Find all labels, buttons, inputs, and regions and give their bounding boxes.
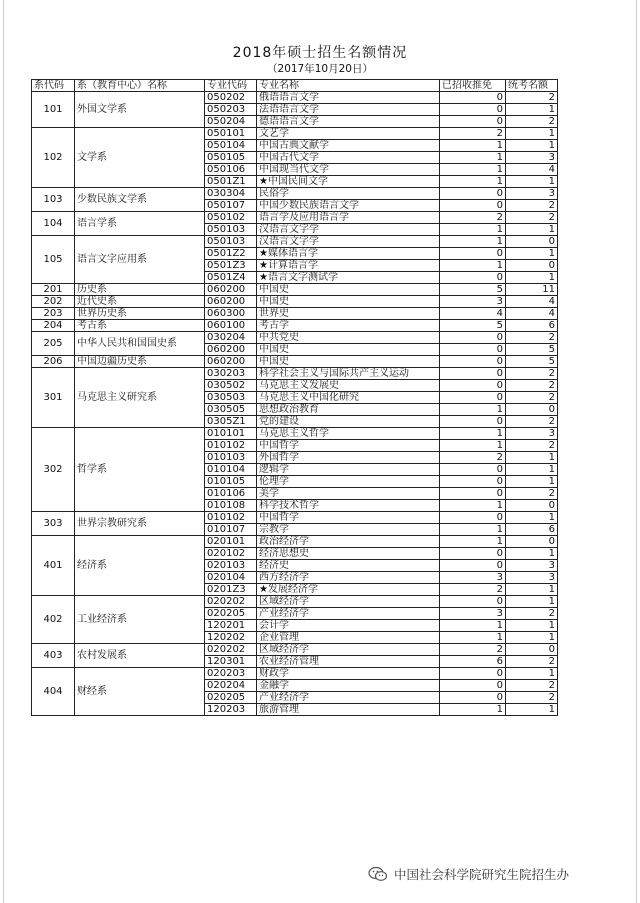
major-code-cell: 050101 [205,128,257,140]
recommended-cell: 0 [440,476,506,488]
recommended-cell: 0 [440,488,506,500]
major-code-cell: 120202 [205,632,257,644]
recommended-cell: 0 [440,332,506,344]
exam-quota-cell: 2 [506,116,558,128]
dept-code-cell: 103 [32,188,75,212]
recommended-cell: 1 [440,704,506,716]
major-code-cell: 020205 [205,692,257,704]
exam-quota-cell: 3 [506,560,558,572]
major-name-cell: 企业管理 [257,632,440,644]
recommended-cell: 1 [440,164,506,176]
footer-text: 中国社会科学院研究生院招生办 [394,867,570,882]
table-row [32,668,558,680]
major-code-cell: 0501Z2 [205,248,257,260]
exam-quota-cell: 2 [506,440,558,452]
frame-left-border [3,0,4,903]
major-name-cell: 西方经济学 [257,572,440,584]
major-code-cell: 020205 [205,608,257,620]
recommended-cell: 0 [440,668,506,680]
dept-name-cell: 工业经济系 [75,596,205,644]
major-code-cell: 050202 [205,92,257,104]
recommended-cell: 0 [440,248,506,260]
major-name-cell: 科学社会主义与国际共产主义运动 [257,368,440,380]
recommended-cell: 0 [440,512,506,524]
recommended-cell: 0 [440,416,506,428]
recommended-cell: 0 [440,92,506,104]
table-row [32,236,558,248]
major-code-cell: 010107 [205,524,257,536]
major-code-cell: 060200 [205,356,257,368]
dept-code-cell: 301 [32,368,75,428]
major-code-cell: 0305Z1 [205,416,257,428]
major-name-cell: 外国哲学 [257,452,440,464]
major-name-cell: 中共党史 [257,332,440,344]
major-name-cell: 逻辑学 [257,464,440,476]
major-code-cell: 020203 [205,668,257,680]
header-recommended: 已招收推免 [440,80,506,92]
table-body [32,92,558,716]
major-code-cell: 120201 [205,620,257,632]
recommended-cell: 0 [440,548,506,560]
dept-code-cell: 206 [32,356,75,368]
exam-quota-cell: 3 [506,188,558,200]
exam-quota-cell: 0 [506,536,558,548]
major-name-cell: 会计学 [257,620,440,632]
dept-code-cell: 303 [32,512,75,536]
major-name-cell: 金融学 [257,680,440,692]
exam-quota-cell: 4 [506,296,558,308]
major-code-cell: 060100 [205,320,257,332]
exam-quota-cell: 1 [506,632,558,644]
exam-quota-cell: 1 [506,272,558,284]
recommended-cell: 1 [440,404,506,416]
dept-name-cell: 中华人民共和国国史系 [75,332,205,356]
major-name-cell: 经济思想史 [257,548,440,560]
recommended-cell: 0 [440,200,506,212]
recommended-cell: 0 [440,680,506,692]
major-name-cell: 中国史 [257,284,440,296]
recommended-cell: 1 [440,620,506,632]
recommended-cell: 0 [440,344,506,356]
major-name-cell: 经济史 [257,560,440,572]
recommended-cell: 0 [440,104,506,116]
header-dept-code: 系代码 [32,80,75,92]
exam-quota-cell: 1 [506,512,558,524]
table-header-row [32,80,558,92]
dept-name-cell: 经济系 [75,536,205,596]
recommended-cell: 0 [440,692,506,704]
dept-code-cell: 302 [32,428,75,512]
major-name-cell: 马克思主义哲学 [257,428,440,440]
table-row [32,428,558,440]
major-name-cell: 财政学 [257,668,440,680]
major-code-cell: 020202 [205,644,257,656]
major-code-cell: 010108 [205,500,257,512]
major-name-cell: 中国史 [257,296,440,308]
major-code-cell: 120203 [205,704,257,716]
major-code-cell: 0501Z3 [205,260,257,272]
major-code-cell: 0201Z3 [205,584,257,596]
dept-code-cell: 102 [32,128,75,188]
major-code-cell: 060200 [205,284,257,296]
major-code-cell: 050103 [205,236,257,248]
dept-name-cell: 语言学系 [75,212,205,236]
major-code-cell: 020202 [205,596,257,608]
dept-code-cell: 403 [32,644,75,668]
dept-name-cell: 历史系 [75,284,205,296]
exam-quota-cell: 1 [506,584,558,596]
dept-code-cell: 402 [32,596,75,644]
major-name-cell: 中国哲学 [257,512,440,524]
dept-name-cell: 中国边疆历史系 [75,356,205,368]
table-row [32,596,558,608]
recommended-cell: 6 [440,656,506,668]
dept-code-cell: 105 [32,236,75,284]
major-name-cell: 马克思主义中国化研究 [257,392,440,404]
major-name-cell: 法语语言文学 [257,104,440,116]
exam-quota-cell: 1 [506,140,558,152]
major-name-cell: 中国史 [257,344,440,356]
page-subtitle: （2017年10月20日） [267,63,373,75]
recommended-cell: 1 [440,152,506,164]
recommended-cell: 2 [440,584,506,596]
exam-quota-cell: 1 [506,104,558,116]
major-code-cell: 030304 [205,188,257,200]
exam-quota-cell: 1 [506,176,558,188]
dept-code-cell: 104 [32,212,75,236]
recommended-cell: 0 [440,560,506,572]
table-row [32,512,558,524]
major-code-cell: 050106 [205,164,257,176]
table-row [32,296,558,308]
major-name-cell: 旅游管理 [257,704,440,716]
recommended-cell: 0 [440,188,506,200]
exam-quota-cell: 5 [506,356,558,368]
dept-name-cell: 世界历史系 [75,308,205,320]
exam-quota-cell: 1 [506,668,558,680]
table-row [32,368,558,380]
dept-name-cell: 近代史系 [75,296,205,308]
exam-quota-cell: 0 [506,500,558,512]
recommended-cell: 5 [440,284,506,296]
major-name-cell: 世界史 [257,308,440,320]
recommended-cell: 3 [440,608,506,620]
major-name-cell: 马克思主义发展史 [257,380,440,392]
table-row [32,212,558,224]
recommended-cell: 2 [440,212,506,224]
major-code-cell: 030204 [205,332,257,344]
exam-quota-cell: 2 [506,692,558,704]
recommended-cell: 2 [440,452,506,464]
page-title: 2018年硕士招生名额情况 [232,45,408,61]
major-code-cell: 050102 [205,212,257,224]
major-code-cell: 050203 [205,104,257,116]
major-code-cell: 020103 [205,560,257,572]
recommended-cell: 1 [440,440,506,452]
dept-code-cell: 203 [32,308,75,320]
recommended-cell: 4 [440,308,506,320]
table-row [32,188,558,200]
dept-name-cell: 农村发展系 [75,644,205,668]
exam-quota-cell: 0 [506,404,558,416]
exam-quota-cell: 2 [506,200,558,212]
table-row [32,92,558,104]
recommended-cell: 3 [440,572,506,584]
major-code-cell: 010102 [205,440,257,452]
recommended-cell: 1 [440,140,506,152]
exam-quota-cell: 3 [506,572,558,584]
major-name-cell: 中国哲学 [257,440,440,452]
exam-quota-cell: 0 [506,644,558,656]
header-exam-quota: 统考名额 [506,80,558,92]
dept-name-cell: 外国文学系 [75,92,205,128]
dept-name-cell: 世界宗教研究系 [75,512,205,536]
major-code-cell: 050103 [205,224,257,236]
major-name-cell: 宗教学 [257,524,440,536]
major-name-cell: ★语言文字测试学 [257,272,440,284]
recommended-cell: 3 [440,296,506,308]
header-major-code: 专业代码 [205,80,257,92]
major-name-cell: 产业经济学 [257,692,440,704]
major-code-cell: 020204 [205,680,257,692]
recommended-cell: 0 [440,116,506,128]
exam-quota-cell: 2 [506,416,558,428]
exam-quota-cell: 1 [506,620,558,632]
exam-quota-cell: 4 [506,164,558,176]
major-code-cell: 050105 [205,152,257,164]
table-row [32,320,558,332]
recommended-cell: 0 [440,368,506,380]
major-code-cell: 030503 [205,392,257,404]
major-code-cell: 030502 [205,380,257,392]
major-name-cell: 党的建设 [257,416,440,428]
major-code-cell: 050107 [205,200,257,212]
header-major-name: 专业名称 [257,80,440,92]
recommended-cell: 1 [440,176,506,188]
major-name-cell: 美学 [257,488,440,500]
major-name-cell: 中国现当代文学 [257,164,440,176]
recommended-cell: 1 [440,524,506,536]
exam-quota-cell: 5 [506,344,558,356]
major-name-cell: 文艺学 [257,128,440,140]
recommended-cell: 0 [440,356,506,368]
exam-quota-cell: 1 [506,224,558,236]
exam-quota-cell: 2 [506,368,558,380]
table-row [32,284,558,296]
major-name-cell: 中国古典文献学 [257,140,440,152]
major-code-cell: 120301 [205,656,257,668]
exam-quota-cell: 1 [506,248,558,260]
recommended-cell: 0 [440,596,506,608]
major-name-cell: 考古学 [257,320,440,332]
exam-quota-cell: 2 [506,92,558,104]
dept-name-cell: 少数民族文学系 [75,188,205,212]
recommended-cell: 1 [440,260,506,272]
recommended-cell: 1 [440,632,506,644]
exam-quota-cell: 3 [506,152,558,164]
major-name-cell: ★计算语言学 [257,260,440,272]
dept-code-cell: 201 [32,284,75,296]
major-code-cell: 0501Z1 [205,176,257,188]
quota-table [31,79,558,716]
major-name-cell: 民俗学 [257,188,440,200]
recommended-cell: 0 [440,380,506,392]
frame-right-border [636,0,637,903]
header-dept-name: 系（教育中心）名称 [75,80,205,92]
dept-name-cell: 哲学系 [75,428,205,512]
recommended-cell: 0 [440,272,506,284]
exam-quota-cell: 4 [506,308,558,320]
table-row [32,356,558,368]
exam-quota-cell: 2 [506,680,558,692]
major-name-cell: 汉语言文字学 [257,236,440,248]
dept-code-cell: 404 [32,668,75,716]
major-code-cell: 060200 [205,296,257,308]
major-name-cell: ★媒体语言学 [257,248,440,260]
dept-code-cell: 204 [32,320,75,332]
major-code-cell: 020102 [205,548,257,560]
recommended-cell: 1 [440,500,506,512]
recommended-cell: 5 [440,320,506,332]
exam-quota-cell: 2 [506,392,558,404]
major-name-cell: ★发展经济学 [257,584,440,596]
major-name-cell: 语言学及应用语言学 [257,212,440,224]
major-name-cell: 德语语言文学 [257,116,440,128]
dept-code-cell: 101 [32,92,75,128]
exam-quota-cell: 1 [506,128,558,140]
table-row [32,128,558,140]
dept-code-cell: 202 [32,296,75,308]
major-code-cell: 020101 [205,536,257,548]
exam-quota-cell: 1 [506,464,558,476]
exam-quota-cell: 2 [506,212,558,224]
major-code-cell: 0501Z4 [205,272,257,284]
major-code-cell: 030203 [205,368,257,380]
major-code-cell: 060200 [205,344,257,356]
dept-name-cell: 语言文字应用系 [75,236,205,284]
exam-quota-cell: 2 [506,332,558,344]
major-code-cell: 010101 [205,428,257,440]
major-name-cell: 区域经济学 [257,644,440,656]
exam-quota-cell: 6 [506,524,558,536]
major-name-cell: 产业经济学 [257,608,440,620]
major-name-cell: ★中国民间文学 [257,176,440,188]
major-name-cell: 区域经济学 [257,596,440,608]
exam-quota-cell: 1 [506,704,558,716]
major-name-cell: 中国少数民族语言文学 [257,200,440,212]
major-code-cell: 050104 [205,140,257,152]
major-code-cell: 010104 [205,464,257,476]
exam-quota-cell: 1 [506,548,558,560]
table-row [32,332,558,344]
dept-name-cell: 考古系 [75,320,205,332]
major-name-cell: 俄语语言文学 [257,92,440,104]
major-code-cell: 010103 [205,452,257,464]
recommended-cell: 1 [440,236,506,248]
recommended-cell: 2 [440,128,506,140]
exam-quota-cell: 0 [506,260,558,272]
dept-name-cell: 文学系 [75,128,205,188]
recommended-cell: 2 [440,644,506,656]
major-name-cell: 中国古代文学 [257,152,440,164]
exam-quota-cell: 6 [506,320,558,332]
exam-quota-cell: 2 [506,608,558,620]
table-row [32,536,558,548]
major-name-cell: 汉语言文字学 [257,224,440,236]
major-code-cell: 060300 [205,308,257,320]
dept-name-cell: 财经系 [75,668,205,716]
dept-name-cell: 马克思主义研究系 [75,368,205,428]
exam-quota-cell: 2 [506,656,558,668]
major-code-cell: 010106 [205,488,257,500]
table-row [32,644,558,656]
recommended-cell: 0 [440,392,506,404]
major-name-cell: 农业经济管理 [257,656,440,668]
exam-quota-cell: 1 [506,476,558,488]
dept-code-cell: 205 [32,332,75,356]
major-name-cell: 政治经济学 [257,536,440,548]
footer-watermark [368,865,569,883]
table-row [32,308,558,320]
exam-quota-cell: 2 [506,488,558,500]
wechat-icon [368,866,388,882]
major-code-cell: 050204 [205,116,257,128]
major-code-cell: 030505 [205,404,257,416]
recommended-cell: 1 [440,428,506,440]
major-code-cell: 020104 [205,572,257,584]
exam-quota-cell: 3 [506,428,558,440]
exam-quota-cell: 2 [506,380,558,392]
major-code-cell: 010105 [205,476,257,488]
exam-quota-cell: 0 [506,236,558,248]
exam-quota-cell: 1 [506,452,558,464]
recommended-cell: 1 [440,224,506,236]
major-code-cell: 010102 [205,512,257,524]
dept-code-cell: 401 [32,536,75,596]
major-name-cell: 科学技术哲学 [257,500,440,512]
recommended-cell: 1 [440,536,506,548]
recommended-cell: 0 [440,464,506,476]
major-name-cell: 思想政治教育 [257,404,440,416]
exam-quota-cell: 1 [506,596,558,608]
exam-quota-cell: 11 [506,284,558,296]
major-name-cell: 中国史 [257,356,440,368]
major-name-cell: 伦理学 [257,476,440,488]
